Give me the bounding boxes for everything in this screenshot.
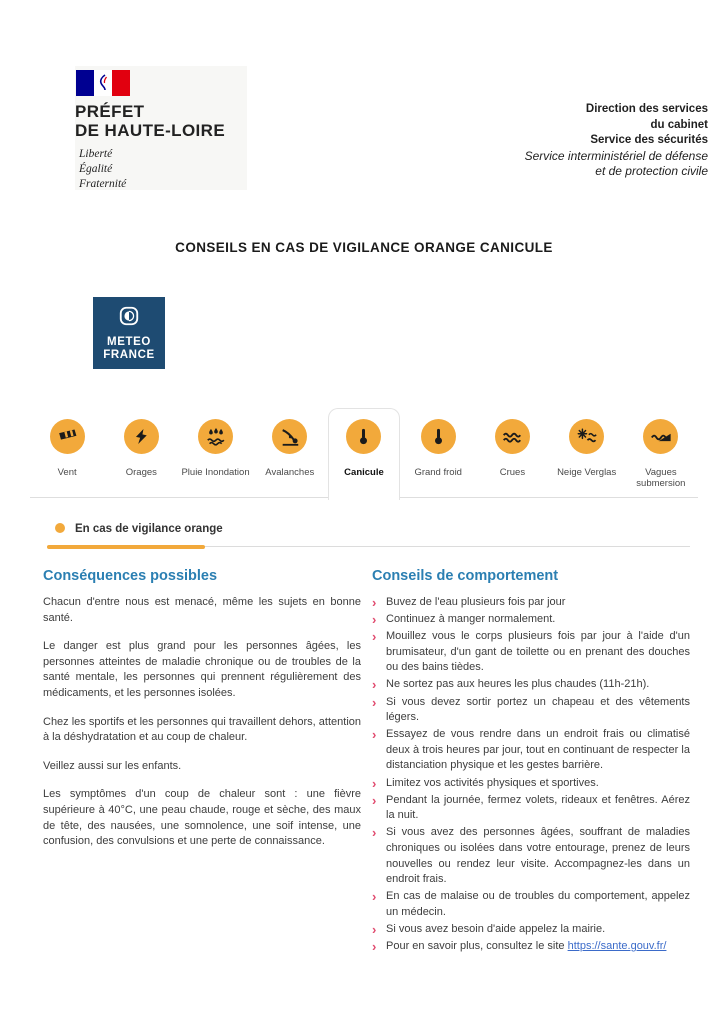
chevron-bullet-icon: › [372,629,377,645]
advice-text: Si vous avez besoin d'aide appelez la mairie. [386,922,606,935]
advice-heading: Conseils de comportement [372,568,559,584]
banner-rule [47,546,690,547]
chevron-bullet-icon: › [372,889,377,905]
meteo-france-icon [118,305,140,332]
consequences-paragraphs [43,595,361,850]
tab-label: Crues [499,467,526,478]
advice-text: En cas de malaise ou de troubles du comportement, appelez un médecin. [386,890,690,918]
tab-label: Neige Verglas [557,467,617,478]
paragraph: Le danger est plus grand pour les personnes âgées, les personnes atteintes de maladie chronique ou de troubles de la santé mentale, les personnes qui prennent régulièrement des médicaments, et les personnes isolées. [43,640,361,699]
service-line: du cabinet [650,118,708,131]
vigilance-banner [47,520,690,547]
advice-text: Continuez à manger normalement. [386,613,556,626]
windsock-icon [50,419,85,454]
tab-label: Grand froid [414,467,462,478]
chevron-bullet-icon: › [372,938,377,954]
chevron-bullet-icon: › [372,775,377,791]
vigilance-tabs [30,408,698,489]
avalanche-icon [272,419,307,454]
tab-grand-froid[interactable] [401,408,475,489]
lightning-icon [124,419,159,454]
motto-line: Liberté [79,148,113,160]
orange-dot-icon [55,523,65,533]
advice-text: Essayez de vous rendre dans un endroit frais ou climatisé deux à trois heures par jour, tout en continuant de respecter la distanciation physique et les gestes barrière. [386,728,690,772]
advice-item [372,629,690,676]
tab-crues[interactable] [475,408,549,489]
french-flag-icon [76,70,130,96]
chevron-bullet-icon: › [372,921,377,937]
paragraph: Veillez aussi sur les enfants. [43,759,182,772]
advice-text: Si vous devez sortir portez un chapeau et des vêtements légers. [386,695,690,724]
consequences-heading: Conséquences possibles [43,568,218,584]
service-block [525,102,708,180]
advice-item [372,612,690,628]
tab-label: Vagues submersion [636,467,686,489]
wave-submersion-icon [643,419,678,454]
advice-text: Buvez de l'eau plusieurs fois par jour [386,596,566,608]
tab-label: Vent [57,467,77,478]
advice-text: Pendant la journée, fermez volets, rideaux et fenêtres. Aérez la nuit. [386,793,690,822]
page-title: CONSEILS EN CAS DE VIGILANCE ORANGE CANICULE [175,240,553,255]
advice-item [372,776,690,792]
tab-label: Avalanches [265,467,315,478]
chevron-bullet-icon: › [372,792,377,808]
tab-label: Orages [125,467,157,478]
tab-vent[interactable] [30,408,104,489]
france-word: FRANCE [103,348,155,361]
waves-icon [495,419,530,454]
tab-pluie-inondation[interactable] [178,408,252,489]
advice-item [372,939,690,955]
paragraph: Chacun d'entre nous est menacé, même les sujets en bonne santé. [43,596,361,624]
advice-item [372,677,690,693]
chevron-bullet-icon: › [372,825,377,841]
thermometer-hot-icon [346,419,381,454]
advice-item [372,825,690,887]
advice-text: Pour en savoir plus, consultez le site https://sante.gouv.fr/ [386,939,667,952]
motto-line: Fraternité [79,178,127,190]
prefecture-logo [75,66,247,190]
meteo-word: METEO [107,336,151,348]
tab-vagues-submersion[interactable] [624,408,698,489]
meteo-france-wordmark [103,336,155,361]
advice-item [372,922,690,938]
advice-item [372,595,690,611]
advice-text: Ne sortez pas aux heures les plus chaudes (11h-21h). [386,678,650,691]
service-line: Service des sécurités [590,134,708,146]
chevron-bullet-icon: › [372,677,377,693]
paragraph: Les symptômes d'un coup de chaleur sont : une fièvre supérieure à 40°C, une peau chaude, rouge et sèche, des maux de tête, des nausées, une somnolence, une soif intense, une confusion, des convulsions et une perte de connaissance. [43,788,361,848]
orange-underline [47,545,205,549]
marianne-icon [94,70,112,96]
service-line: Service interministériel de défense [524,148,708,163]
tab-avalanches[interactable] [253,408,327,489]
advice-item [372,727,690,774]
prefecture-name-line1: PRÉFET [75,102,145,121]
service-line: Direction des services [585,103,708,115]
chevron-bullet-icon: › [372,612,377,628]
advice-item [372,889,690,920]
thermometer-cold-icon [421,419,456,454]
chevron-bullet-icon: › [372,595,377,610]
advice-text: Limitez vos activités physiques et sportives. [386,776,599,789]
tab-label: Pluie Inondation [181,467,250,478]
paragraph: Chez les sportifs et les personnes qui travaillent dehors, attention à la déshydratation et au coup de chaleur. [43,715,361,744]
motto-line: Égalité [79,163,113,175]
motto [79,147,247,192]
chevron-bullet-icon: › [372,694,377,710]
tab-canicule[interactable] [327,408,401,489]
advice-list [372,595,690,955]
chevron-bullet-icon: › [372,727,377,743]
advice-item [372,793,690,824]
advice-text: Si vous avez des personnes âgées, souffrant de maladies chroniques ou isolées dans votre entourage, prenez de leurs nouvelles ou rendez leur visite. Accompagnez-les dans un endroit frais. [386,826,690,886]
sante-gouv-link[interactable]: https://sante.gouv.fr/ [567,939,667,952]
advice-item [372,695,690,726]
banner-label: En cas de vigilance orange [75,522,223,535]
advice-text: Mouillez vous le corps plusieurs fois par jour à l'aide d'un brumisateur, d'un gant de toilette ou en prenant des douches ou des bains tièdes. [386,630,690,674]
rain-flood-icon [198,419,233,454]
advice-column [372,568,690,956]
service-line: et de protection civile [595,164,708,178]
tab-label: Canicule [344,467,384,478]
tab-orages[interactable] [104,408,178,489]
tab-neige-verglas[interactable] [550,408,624,489]
consequences-column [43,568,361,956]
snow-ice-icon [569,419,604,454]
content-columns [43,568,690,956]
meteo-france-logo [93,297,165,369]
prefecture-name-line2: DE HAUTE-LOIRE [75,121,226,140]
